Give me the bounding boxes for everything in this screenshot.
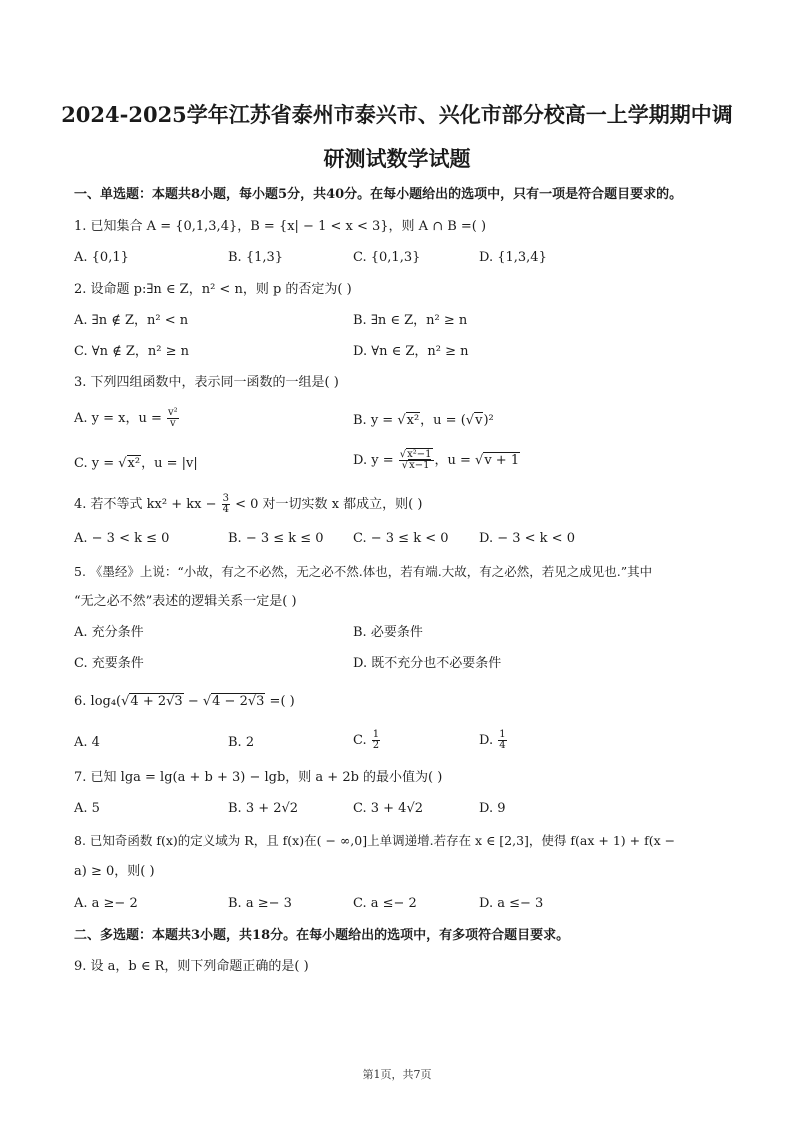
question-4-option-d: D. − 3 < k < 0 [479,531,575,546]
question-5-stem-line-1: 5. 《墨经》上说：“小故，有之不必然，无之必不然.体也，若有端.大故，有之必然，若见之成见也.”其中 [74,564,653,579]
fraction [222,494,230,515]
question-3-option-d: D. y = $\frac{\text{√x²−1}}{√x-1}$ ，u = √v + 1 [353,449,520,471]
question-8-stem-line-1: 8. 已知奇函数 f(x)的定义域为 R，且 f(x)在( − ∞,0]上单调递增.若存在 x ∈ [2,3]，使得 f(ax + 1) + f(x − [74,833,676,848]
stem-post: =( ) [265,694,295,709]
stem-pre: 4. 若不等式 kx² + kx − [74,497,221,512]
page-footer: 第1页，共7页 [362,1068,432,1081]
question-3-option-b: B. y = √x²，u = (√v)² [353,413,494,428]
question-7-option-c: C. 3 + 4√2 [353,801,424,816]
radicand: 4 + 2√3 [130,694,183,709]
numerator: v² [168,407,178,418]
question-5-option-c: C. 充要条件 [74,656,144,671]
question-1-option-c: C. {0,1,3} [353,250,421,265]
denominator: √x−1 [401,460,430,471]
radicand: x−1 [409,460,430,471]
radicand: v + 1 [484,453,520,468]
radicand: x²−1 [407,449,432,460]
radicand: 4 − 2√3 [212,694,265,709]
question-4-option-c: C. − 3 ≤ k < 0 [353,531,449,546]
question-4-option-b: B. − 3 ≤ k ≤ 0 [228,531,324,546]
question-4-stem [74,494,422,515]
question-8-option-a: A. a ≥− 2 [74,896,138,911]
question-7-option-d: D. 9 [479,801,506,816]
option-b-mid: ，u = ( [420,413,466,428]
question-6-option-a: A. 4 [74,735,100,750]
question-7-stem: 7. 已知 lga = lg(a + b + 3) − lgb，则 a + 2b 的最小值为( ) [74,770,443,785]
question-5-stem-line-2: “无之必不然”表述的逻辑关系一定是( ) [74,594,297,609]
option-b-text: B. y = [353,413,398,428]
fraction [399,450,434,471]
stem-post: < 0 对一切实数 x 都成立，则( ) [231,497,423,512]
question-1-stem: 1. 已知集合 A = {0,1,3,4}，B = {x| − 1 < x < 3}，则 A ∩ B =( ) [74,219,487,234]
option-c-post: ，u = |v| [141,456,198,471]
question-1-option-d: D. {1,3,4} [479,250,547,265]
radicand: x² [127,456,141,471]
question-3-stem: 3. 下列四组函数中，表示同一函数的一组是( ) [74,375,339,390]
denominator: 4 [222,504,229,515]
question-2-option-c: C. ∀n ∉ Z，n² ≥ n [74,344,190,359]
radicand: v [475,413,483,428]
question-5-option-d: D. 既不充分也不必要条件 [353,656,502,671]
question-5-option-a: A. 充分条件 [74,625,144,640]
question-2-option-d: D. ∀n ∈ Z，n² ≥ n [353,344,469,359]
question-8-option-c: C. a ≤− 2 [353,896,417,911]
numerator: 3 [222,493,229,504]
fraction [498,730,506,751]
question-8-stem-line-2: a) ≥ 0，则( ) [74,864,155,879]
question-9-stem: 9. 设 a，b ∈ R，则下列命题正确的是( ) [74,959,309,974]
question-1-option-b: B. {1,3} [228,250,284,265]
question-1-option-a: A. {0,1} [74,250,129,265]
question-6-option-d [479,730,508,751]
fraction [167,408,179,429]
option-d-text: D. y = [353,453,398,468]
option-c-text: C. [353,733,371,748]
numerator: 1 [372,729,380,740]
numerator: √x²−1 [399,449,432,460]
radicand: x² [406,413,420,428]
question-7-option-b: B. 3 + 2√2 [228,801,299,816]
section-heading-multiple-choice: 二、多选题：本题共3小题，共18分。在每小题给出的选项中，有多项符合题目要求。 [74,928,570,943]
option-d-mid: ，u = [434,453,476,468]
stem-pre: 6. log₄( [74,694,122,709]
section-heading-single-choice: 一、单选题：本题共8小题，每小题5分，共40分。在每小题给出的选项中，只有一项是符合题目要求的。 [74,187,683,202]
fraction [372,730,380,751]
question-3-option-c: C. y = √x²，u = |v| [74,456,198,471]
question-6-stem: 6. log₄(√4 + 2√3 − √4 − 2√3 =( ) [74,694,295,709]
question-2-option-b: B. ∃n ∈ Z，n² ≥ n [353,313,468,328]
option-b-post: )² [483,413,494,428]
stem-mid: − [183,694,203,709]
question-6-option-b: B. 2 [228,735,255,750]
document-title-line-1: 2024-2025学年江苏省泰州市泰兴市、兴化市部分校高一上学期期中调 [61,102,733,127]
question-7-option-a: A. 5 [74,801,100,816]
question-6-option-c [353,730,381,751]
question-2-stem: 2. 设命题 p:∃n ∈ Z，n² < n，则 p 的否定为( ) [74,282,352,297]
denominator: 4 [499,740,506,751]
question-2-option-a: A. ∃n ∉ Z，n² < n [74,313,189,328]
numerator: 1 [499,729,506,740]
option-d-text: D. [479,733,498,748]
question-5-option-b: B. 必要条件 [353,625,423,640]
document-title-line-2: 研测试数学试题 [323,146,471,171]
denominator: v [170,418,176,429]
denominator: 2 [372,740,380,751]
question-8-option-b: B. a ≥− 3 [228,896,292,911]
question-4-option-a: A. − 3 < k ≤ 0 [74,531,170,546]
question-3-option-a [74,408,180,429]
option-a-text: A. y = x，u = [74,411,167,426]
option-c-text: C. y = [74,456,119,471]
question-8-option-d: D. a ≤− 3 [479,896,544,911]
